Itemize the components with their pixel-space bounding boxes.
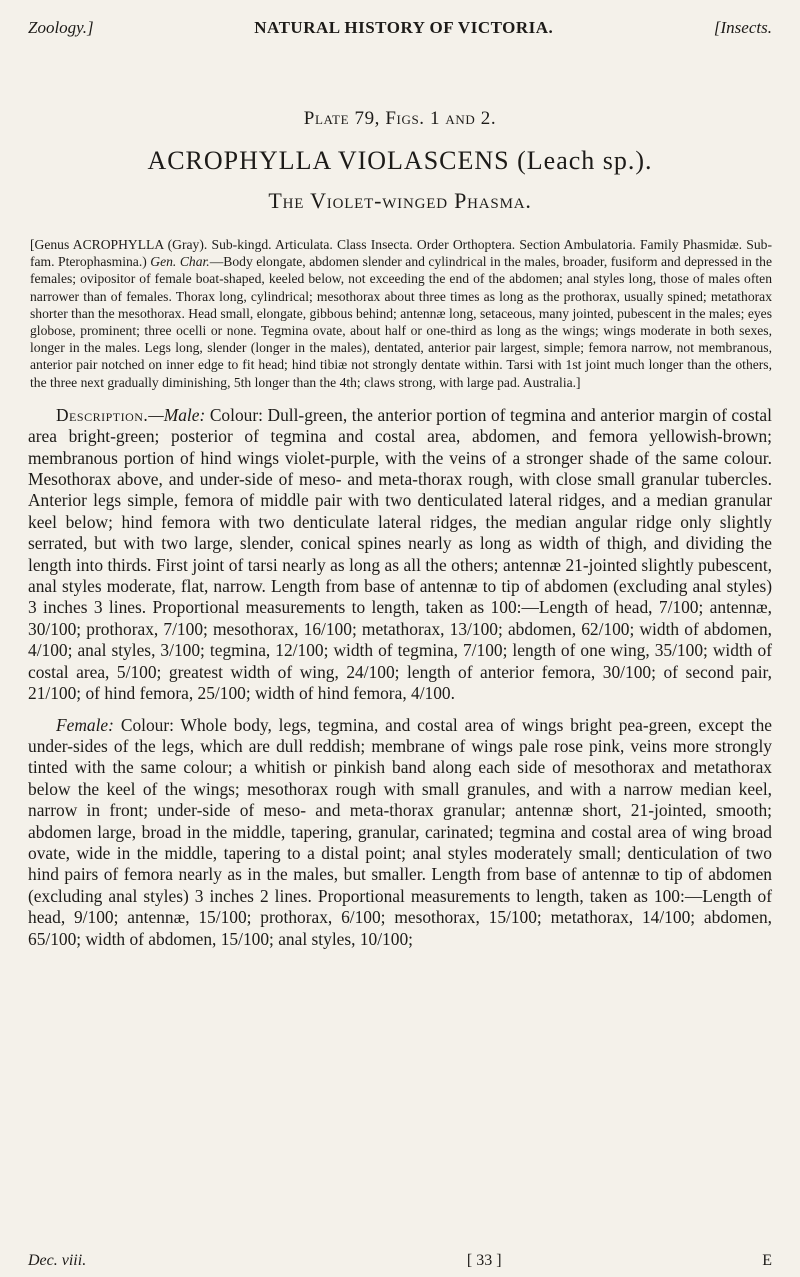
common-name: The Violet-winged Phasma.	[268, 188, 532, 213]
genus-characters	[28, 236, 772, 391]
species-title: ACROPHYLLA VIOLASCENS (Leach sp.).	[147, 146, 653, 175]
genus-label: Gen. Char.	[150, 254, 210, 270]
female-text: Colour: Whole body, legs, tegmina, and costal area of wings bright pea-green, except the under-sides of the legs, which are dull reddish; membrane of wings pale rose pink, veins more strongly tinted with the same colour; a whitish or pinkish band along each side of mesothorax and metathorax below the keel of the wings; mesothorax rough with small granules, and with a narrow median keel, narrow in front; under-side of meso- and meta-thorax granular; antennæ short, 21-jointed, smooth; abdomen large, broad in the middle, tapering, granular, carinated; tegmina and costal area of wing broad ovate, wide in the middle, tapering to a distal point; anal styles moderately small; denticulation of two hind pairs of femora nearly as in the males, but smaller. Length from base of antennæ to tip of abdomen (excluding anal styles) 3 inches 2 lines. Proportional measurements to length, taken as 100:—Length of head, 9/100; antennæ, 15/100; prothorax, 6/100; mesothorax, 15/100; metathorax, 14/100; abdomen, 65/100; width of abdomen, 15/100; anal styles, 10/100;	[28, 714, 772, 949]
male-label: —Male:	[148, 404, 206, 425]
header-title: NATURAL HISTORY OF VICTORIA.	[254, 18, 554, 37]
plate-reference: Plate 79, Figs. 1 and 2.	[303, 108, 497, 129]
header-right: [Insects.	[713, 18, 772, 37]
male-description	[28, 405, 772, 705]
female-label: Female:	[56, 714, 114, 735]
genus-intro: [Genus ACROPHYLLA (Gray). Sub-kingd. Articulata. Class Insecta. Order Orthoptera. Section Ambulatoria. Family Phasmidæ. Sub-fam. Pterophasmina.)	[30, 237, 772, 270]
page-footer	[28, 1252, 772, 1270]
genus-body: —Body elongate, abdomen slender and cylindrical in the males, broader, fusiform and depressed in the females; ovipositor of female boat-shaped, keeled below, not exceeding the end of the abdomen; anal styles long, those of males often narrower than of females. Thorax long, cylindrical; mesothorax about three times as long as the prothorax, usually spined; metathorax shorter than the mesothorax. Head small, elongate, gibbous behind; antennæ long, setaceous, many jointed, pubescent in the males; eyes globose, prominent; three ocelli or none. Tegmina ovate, about half or one-third as long as the wings; wings moderate in both sexes, longer in the males. Legs long, slender (longer in the males), dentated, anterior pair largest, simple; femora narrow, not membranous, anterior pair notched on inner edge to fit head; hind tibiæ not strongly dentate within. Tarsi with 1st joint much longer than the others, the three next gradually diminishing, 5th longer than the 4th; claws strong, with large pad. Australia.]	[30, 254, 772, 390]
page	[28, 18, 772, 950]
footer-left: Dec. viii.	[28, 1252, 87, 1269]
signature-mark: E	[762, 1252, 772, 1269]
male-text: Colour: Dull-green, the anterior portion of tegmina and anterior margin of costal area bright-green; posterior of tegmina and costal area, abdomen, and femora yellowish-brown; membranous portion of hind wings violet-purple, with the veins of a stronger shade of the same colour. Mesothorax above, and under-side of meso- and meta-thorax rough, with close small granular tubercles. Anterior legs simple, femora of middle pair with two denticulated lateral ridges, and a median granular keel below; hind femora with two denticulate lateral ridges, the median angular ridge only slightly serrated, but with two large, slender, conical spines nearly as long as width of thigh, and dividing the length into thirds. First joint of tarsi nearly as long as all the others; antennæ 21-jointed slightly pubescent, anal styles moderate, flat, narrow. Length from base of antennæ to tip of abdomen (excluding anal styles) 3 inches 3 lines. Proportional measurements to length, taken as 100:—Length of head, 7/100; antennæ, 30/100; prothorax, 7/100; mesothorax, 16/100; metathorax, 13/100; abdomen, 62/100; width of abdomen, 4/100; anal styles, 3/100; tegmina, 12/100; width of tegmina, 7/100; length of one wing, 35/100; width of costal area, 5/100; greatest width of wing, 24/100; length of anterior femora, 30/100; of second pair, 21/100; of hind femora, 25/100; width of hind femora, 4/100.	[28, 404, 772, 704]
description-lead: Description.	[56, 404, 149, 425]
page-number: [ 33 ]	[466, 1252, 502, 1269]
description-body	[28, 405, 772, 950]
header-left: Zoology.]	[28, 18, 94, 37]
female-description	[28, 715, 772, 950]
running-header	[28, 18, 772, 44]
